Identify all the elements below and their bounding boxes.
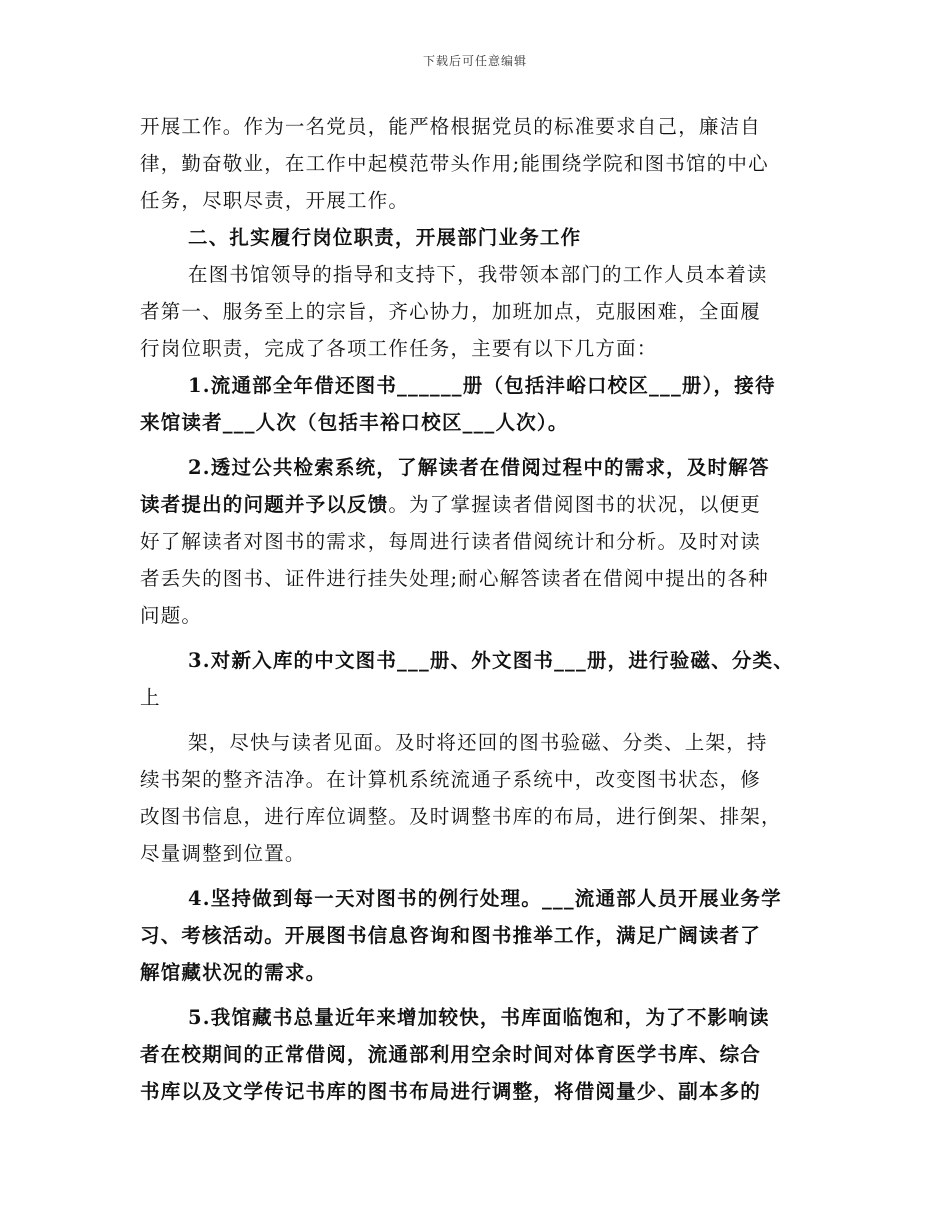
text-line-content: 2.透过公共检索系统，了解读者在借阅过程中的需求，及时解答	[188, 456, 770, 479]
text-line	[140, 560, 820, 597]
text-line	[140, 835, 820, 872]
document-body	[140, 108, 820, 1110]
page-header: 下载后可任意编辑	[422, 54, 527, 68]
text-line-content: 在图书馆领导的指导和支持下，我带领本部门的工作人员本着读	[188, 263, 768, 286]
text-line	[140, 597, 820, 634]
text-line-content: 书库以及文学传记书库的图书布局进行调整，将借阅量少、副本多的	[140, 1080, 762, 1103]
text-line	[140, 256, 820, 293]
text-line	[140, 367, 820, 404]
text-line-content: 好了解读者对图书的需求，每周进行读者借阅统计和分析。及时对读	[140, 530, 762, 553]
text-line	[140, 798, 820, 835]
text-line	[140, 523, 820, 560]
text-line	[140, 330, 820, 367]
text-line-content: 架，尽快与读者见面。及时将还回的图书验磁、分类、上架，持	[188, 731, 768, 754]
text-line-content: 来馆读者___人次（包括丰裕口校区___人次）。	[140, 411, 569, 434]
text-line	[140, 917, 820, 954]
text-line-content: 解馆藏状况的需求。	[140, 961, 327, 984]
text-line-content: 改图书信息，进行库位调整。及时调整书库的布局，进行倒架、排架，	[140, 805, 782, 828]
text-line-content: 问题。	[140, 604, 203, 627]
text-line-content: 者在校期间的正常借阅，流通部利用空余时间对体育医学书库、综合	[140, 1043, 762, 1066]
text-line	[140, 449, 820, 486]
text-line-content: 二、扎实履行岗位职责，开展部门业务工作	[188, 226, 582, 249]
text-line	[140, 182, 820, 219]
text-line-content: 行岗位职责，完成了各项工作任务，主要有以下几方面：	[140, 337, 658, 360]
text-line-content: 者丢失的图书、证件进行挂失处理;耐心解答读者在借阅中提出的各种	[140, 567, 769, 590]
text-line-content: 习、考核活动。开展图书信息咨询和图书推举工作，满足广阔读者了	[140, 924, 762, 947]
text-line	[140, 679, 820, 716]
text-line-content: 5.我馆藏书总量近年来增加较快，书库面临饱和，为了不影响读	[188, 1006, 770, 1029]
text-line-content: 开展工作。作为一名党员，能严格根据党员的标准要求自己，廉洁自	[140, 115, 762, 138]
text-line	[140, 999, 820, 1036]
text-line	[140, 108, 820, 145]
text-line	[140, 486, 820, 523]
text-line	[140, 293, 820, 330]
text-line	[140, 1073, 820, 1110]
text-line	[140, 1036, 820, 1073]
text-line	[140, 145, 820, 182]
text-line-tail: 。为了掌握读者借阅图书的状况，以便更	[388, 493, 762, 516]
text-line-content: 尽量调整到位置。	[140, 842, 306, 865]
text-line	[140, 219, 820, 256]
text-line	[140, 880, 820, 917]
text-line-content: 律，勤奋敬业，在工作中起模范带头作用;能围绕学院和图书馆的中心	[140, 152, 769, 175]
text-line-content: 1.流通部全年借还图书______册（包括沣峪口校区___册），接待	[188, 374, 776, 397]
text-line-content: 者第一、服务至上的宗旨，齐心协力，加班加点，克服困难，全面履	[140, 300, 762, 323]
text-line	[140, 642, 820, 679]
text-line-content: 任务，尽职尽责，开展工作。	[140, 189, 410, 212]
text-line-content: 上	[140, 686, 161, 709]
text-line	[140, 404, 820, 441]
text-line	[140, 954, 820, 991]
text-line-content: 续书架的整齐洁净。在计算机系统流通子系统中，改变图书状态，修	[140, 768, 762, 791]
text-line-content: 读者提出的问题并予以反馈	[140, 493, 389, 516]
text-line	[140, 724, 820, 761]
text-line-content: 4.坚持做到每一天对图书的例行处理。___流通部人员开展业务学	[188, 887, 782, 910]
text-line	[140, 761, 820, 798]
text-line-content: 3.对新入库的中文图书___册、外文图书___册，进行验磁、分类、	[188, 649, 794, 672]
